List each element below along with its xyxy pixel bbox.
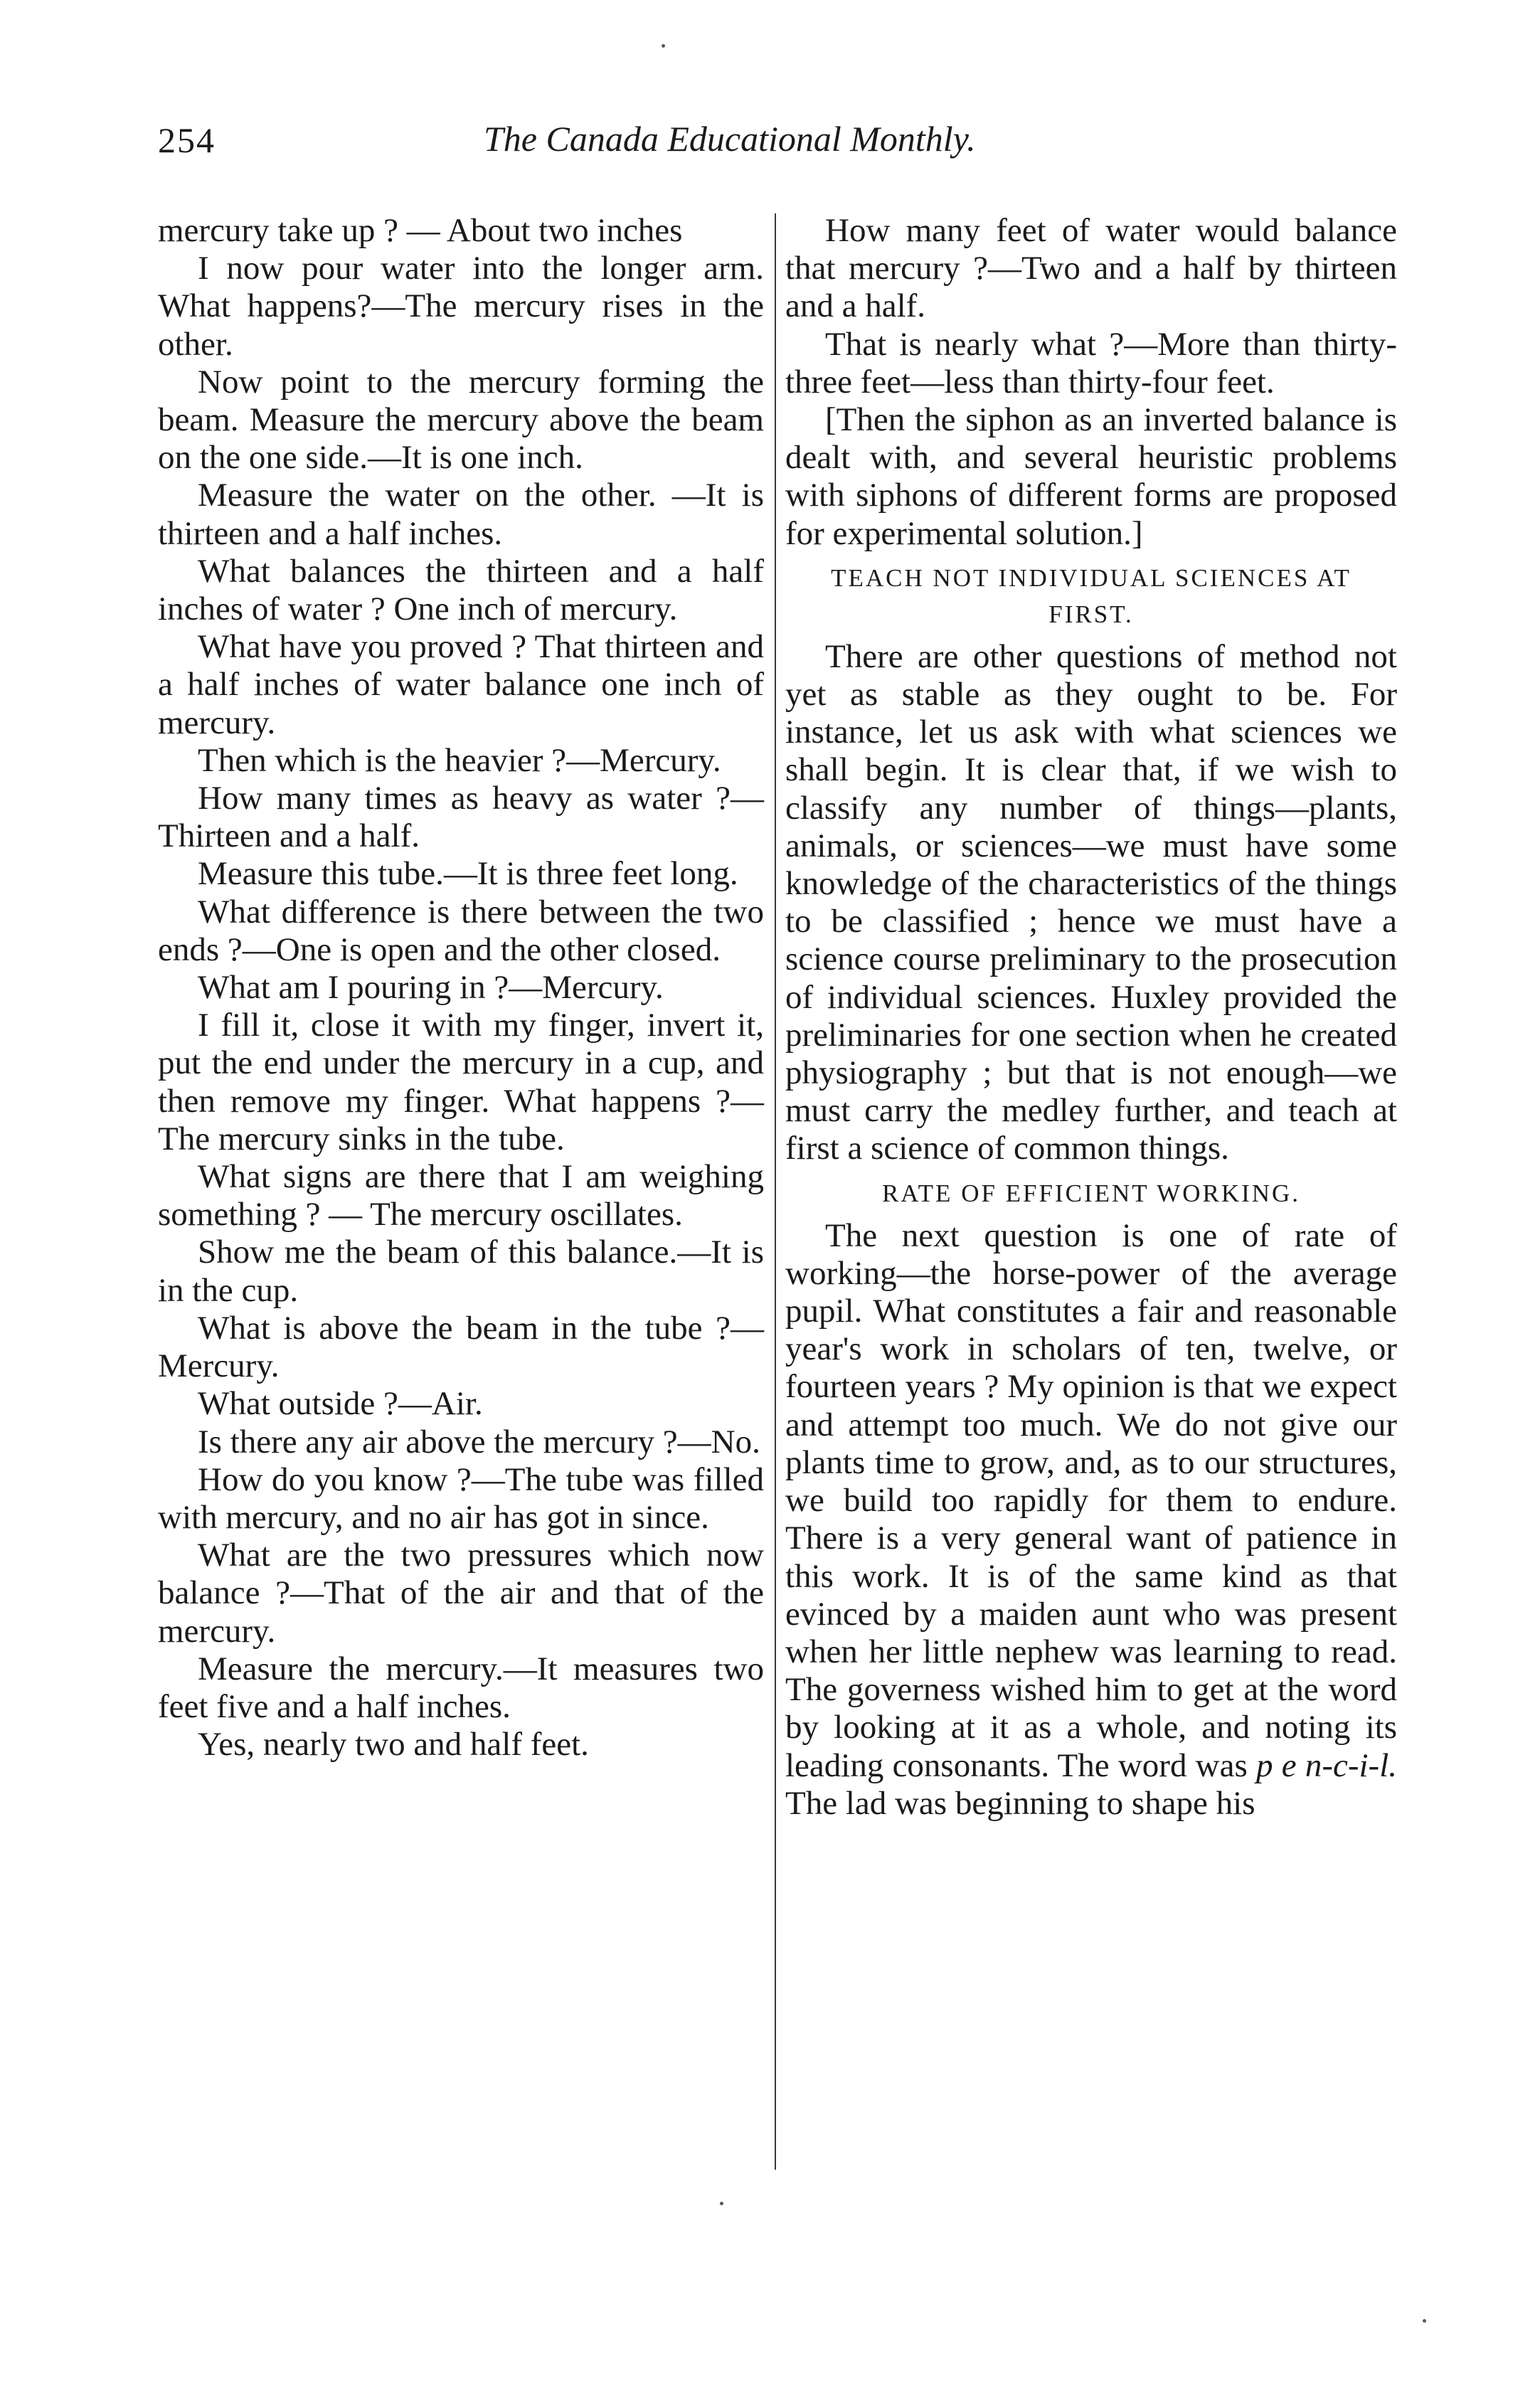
paragraph: I fill it, close it with my finger, invert it, put the end under the mercury in a cup, and then remove my finger. What happens ?—The mercury sinks in the tube.	[158, 1007, 764, 1157]
paragraph: Show me the beam of this balance.—It is in the cup.	[158, 1234, 764, 1309]
paragraph: Measure the water on the other. —It is thirteen and a half inches.	[158, 477, 764, 552]
section-heading: RATE OF EFFICIENT WORKING.	[881, 1179, 1301, 1207]
print-speck	[720, 2202, 723, 2205]
paragraph: Now point to the mercury forming the beam. Measure the mercury above the beam on the one side.—It is one inch.	[158, 363, 764, 477]
paragraph: I now pour water into the longer arm. What happens?—The mercury rises in the other.	[158, 250, 764, 363]
paragraph: What outside ?—Air.	[198, 1385, 483, 1423]
paragraph: Is there any air above the mercury ?—No.	[198, 1423, 760, 1460]
print-speck	[1423, 2319, 1426, 2323]
paragraph: How many feet of water would balance that mercury ?—Two and a half by thirteen and a half.	[785, 212, 1397, 325]
paragraph: Measure this tube.—It is three feet long.	[198, 855, 738, 893]
paragraph-text: The next question is one of rate of working—the horse-power of the average pupil. What constitutes a fair and reasonable year's work in scholars of ten, twelve, or fourteen years ? My opinion is that we expect and attempt too much. We do not give our plants time to grow, and, as to our structures, we build too rapidly for them to endure. There is a very general want of patience in this work. It is of the same kind as that evinced by a maiden aunt who was present when her little nephew was learning to read. The governess wished him to get at the word by looking at it as a whole, and noting its leading consonants. The word was	[785, 1216, 1397, 1784]
section-heading: TEACH NOT INDIVIDUAL SCIENCES AT FIRST.	[831, 563, 1352, 628]
page-number: 254	[158, 120, 216, 160]
paragraph: That is nearly what ?—More than thirty-three feet—less than thirty-four feet.	[785, 325, 1397, 401]
paragraph: What am I pouring in ?—Mercury.	[198, 969, 664, 1007]
paragraph: What balances the thirteen and a half inches of water ? One inch of mercury.	[158, 552, 764, 628]
paragraph-text: The lad was beginning to shape his	[785, 1784, 1255, 1822]
right-column	[785, 212, 1397, 1823]
paragraph: How many times as heavy as water ?—Thirteen and a half.	[158, 780, 764, 855]
paragraph: What signs are there that I am weighing something ? — The mercury oscillates.	[158, 1158, 764, 1234]
paragraph: What difference is there between the two ends ?—One is open and the other closed.	[158, 893, 764, 968]
paragraph: What have you proved ? That thirteen and a half inches of water balance one inch of mercury.	[158, 628, 764, 741]
paragraph: [Then the siphon as an inverted balance is dealt with, and several heuristic problems with siphons of different forms are proposed for experimental solution.]	[785, 401, 1397, 552]
italic-word: p e n-c-i-l.	[1256, 1746, 1398, 1784]
paragraph: What is above the beam in the tube ?—Mercury.	[158, 1309, 764, 1385]
left-column	[158, 212, 764, 1764]
paragraph: Then which is the heavier ?—Mercury.	[198, 741, 721, 779]
paragraph: Measure the mercury.—It measures two feet five and a half inches.	[158, 1650, 764, 1725]
paragraph: Yes, nearly two and half feet.	[198, 1726, 589, 1764]
paragraph	[785, 1217, 1397, 1823]
paragraph: There are other questions of method not yet as stable as they ought to be. For instance, let us ask with what sciences we shall begin. It is clear that, if we wish to classify any number of things—plants, animals, or sciences—we must have some knowledge of the characteristics of the things to be classified ; hence we must have a science course preliminary to the prosecution of individual sciences. Huxley provided the preliminaries for one section when he created physiography ; but that is not enough—we must carry the medley further, and teach at first a science of common things.	[785, 637, 1397, 1167]
paragraph: What are the two pressures which now balance ?—That of the air and that of the mercury.	[158, 1537, 764, 1650]
column-divider	[775, 213, 776, 2170]
paragraph: mercury take up ? — About two inches	[158, 212, 683, 249]
running-title: The Canada Educational Monthly.	[484, 119, 976, 159]
paragraph: How do you know ?—The tube was filled with mercury, and no air has got in since.	[158, 1460, 764, 1536]
print-speck	[662, 44, 665, 48]
